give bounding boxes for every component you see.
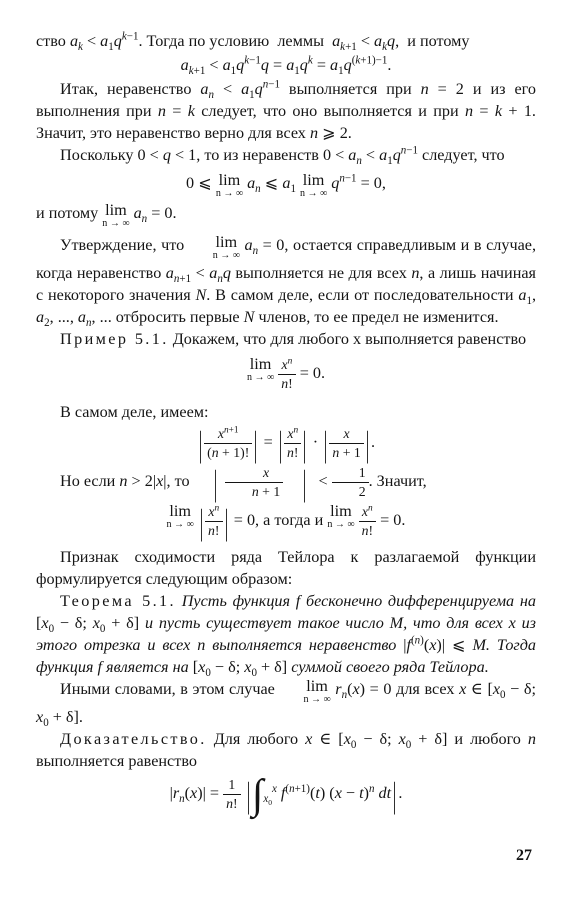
- example-label: Пример 5.1.: [60, 330, 169, 348]
- paragraph: Признак сходимости ряда Тейлора к разлагаемой функции формулируется следующим образом:: [36, 548, 536, 588]
- paragraph: и потому lim n → ∞ $a_n = 0$.: [36, 201, 177, 229]
- proof-label: Доказательство.: [60, 730, 207, 748]
- text-line: ство $a_k < a_1q^{k-1}$. Тогда по условию леммы $a_{k+1} < a_kq$, и потому: [36, 30, 470, 54]
- equation-4: | $\frac{x^{n+1}}{(n + 1)!}$ | = | $\frac{x^n}{n!}$ | · | $\frac{x}{n + 1}$ | .: [198, 423, 376, 464]
- equation-2: 0 ⩽ lim n → ∞ $a_n$ ⩽ $a_1$ lim n → ∞ $q^{n-1} = 0$,: [186, 171, 386, 199]
- paragraph: Но если n > 2|x|, то | $\frac{x}{n + 1}$ | < $\frac{1}{2}$ . Значит,: [60, 462, 427, 503]
- paragraph: Итак, неравенство $a_n < a_1q^{n-1}$ выполняется при n = 2 и из его выполнения при n = k следует, что оно выполняется и при n = k + 1. Значит, это неравенство верно для всех n ⩾ 2.: [36, 78, 536, 142]
- equation-6: $|r_n(x)|$ = $\frac{1}{n!}$ $|\int_{x_0}^x$ $f^{(n+1)}(t) (x - t)^n$ dt| .: [169, 771, 403, 818]
- theorem-paragraph: Теорема 5.1. Пусть функция f бесконечно дифференцируема на [$x_0 - \delta$; $x_0 + \delta$] и пусть существует такое число M, что для всех x из этого отрезка и всех n выполняется неравенство $|f^{(n)}(x)|$ ⩽ M. Тогда функция f является на [$x_0 - \delta$; $x_0 + \delta$] суммой своего ряда Тейлора.: [36, 592, 537, 680]
- example-paragraph: [36, 328, 536, 350]
- equation-5: lim n → ∞ | $\frac{x^n}{n!}$ | = 0, а тогда и lim n → ∞ $\frac{x^n}{n!}$ = 0.: [166, 501, 406, 542]
- equation-3: lim n → ∞ $\frac{x^n}{n!}$ = 0.: [246, 355, 326, 391]
- paragraph: В самом деле, имеем:: [60, 403, 209, 421]
- equation-1: $a_{k+1} < a_1q^{k-1}q = a_1q^k = a_1q^{(k+1)-1}$.: [180, 54, 392, 78]
- theorem-label: Теорема 5.1.: [60, 592, 176, 610]
- paragraph: Иными словами, в этом случае lim n → ∞ $r_n(x) = 0$ для всех x ∈ [$x_0 - \delta$; $x_0 + \delta$].: [36, 677, 536, 730]
- proof-paragraph: Доказательство. Для любого x ∈ [$x_0 - \delta$; $x_0 + \delta$] и любого n выполняется равенство: [36, 730, 536, 770]
- example-text: Докажем, что для любого x выполняется равенство: [172, 330, 527, 348]
- paragraph: Утверждение, что lim n → ∞ $a_n = 0$, остается справедливым и в случае, когда неравенство $a_{n+1} < a_nq$ выполняется не для всех n, а лишь начиная с некоторого значения N. В самом деле, если от последовательности $a_1$, $a_2$, ..., $a_n$, ... отбросить первые N членов, то ее предел не изменится.: [36, 233, 536, 330]
- page-number: 27: [516, 847, 532, 864]
- paragraph: Поскольку 0 < q < 1, то из неравенств $0 < a_n < a_1q^{n-1}$ следует, что: [60, 144, 505, 168]
- page-body: [36, 30, 537, 818]
